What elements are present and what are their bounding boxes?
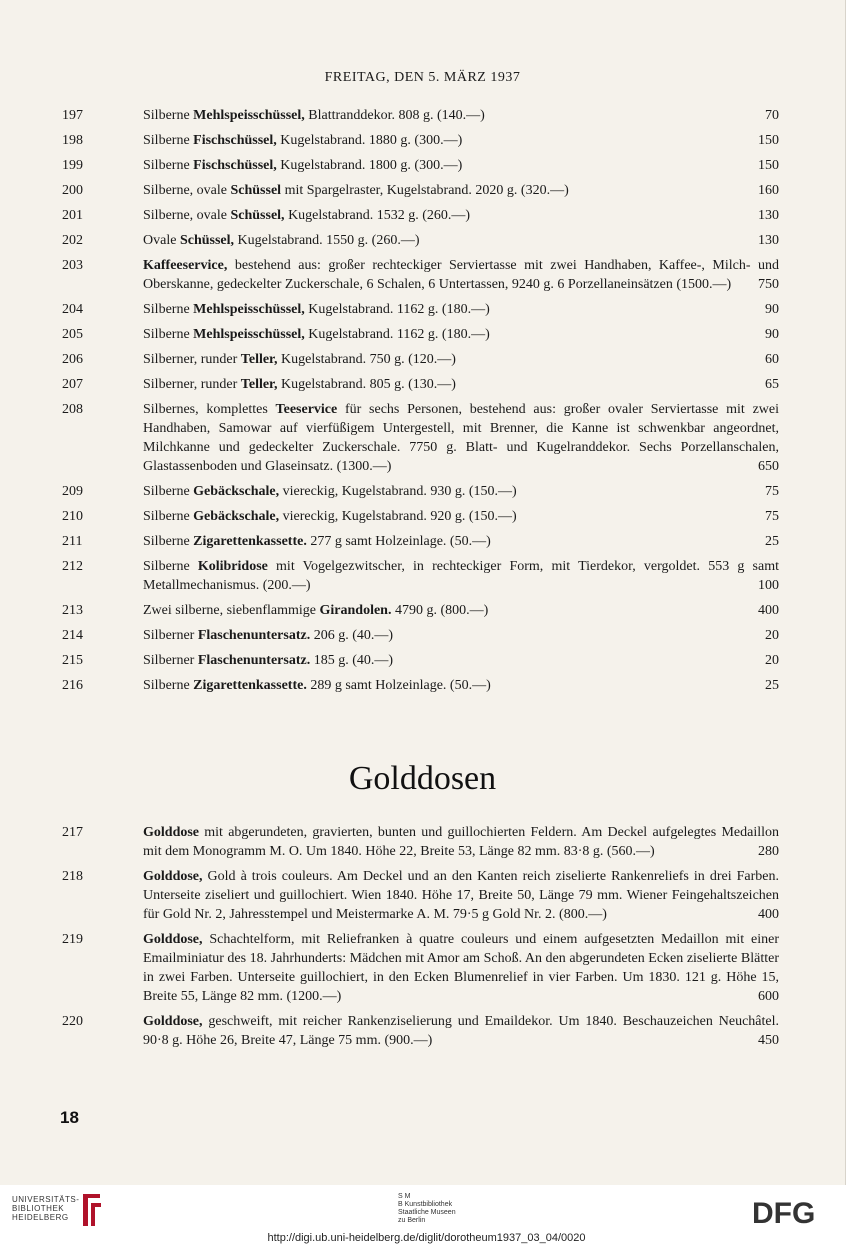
lot-description-lead: Silberne xyxy=(143,108,194,123)
lot-description-lead: Silberner, runder xyxy=(143,352,241,367)
lot-description xyxy=(143,507,779,526)
lot-number: 219 xyxy=(62,932,83,947)
lot-entry xyxy=(0,482,845,501)
lot-description xyxy=(143,400,779,476)
dfg-logo-text: DFG xyxy=(752,1197,816,1227)
museum-credit-line-1: S M xyxy=(398,1193,411,1200)
lot-description-lead: Silberne xyxy=(143,534,194,549)
lot-estimate-price: 75 xyxy=(765,484,779,499)
page-header-date: FREITAG, DEN 5. MÄRZ 1937 xyxy=(324,70,521,85)
lot-description-text: 185 g. (40.—) xyxy=(310,653,394,668)
lot-object-name: Teller, xyxy=(240,352,278,367)
lot-entry xyxy=(0,823,845,861)
lot-object-name: Kaffeeservice, xyxy=(143,258,228,273)
lot-number: 211 xyxy=(62,534,83,549)
lot-number: 204 xyxy=(62,302,83,317)
lot-estimate-price: 60 xyxy=(765,352,779,367)
lot-number: 213 xyxy=(62,603,83,618)
lot-estimate-price: 600 xyxy=(758,989,779,1004)
lot-description-text: Blattranddekor. 808 g. (140.—) xyxy=(304,108,485,123)
lot-description-lead: Silberne xyxy=(143,158,194,173)
lot-description-text: geschweift, mit reicher Rankenziselierung und Emaildekor. Um 1840. Beschauzeichen Neuchâtel. 90·8 g. Höhe 26, Breite 47, Länge 75 mm. (900.—) xyxy=(143,1014,779,1048)
page-number: 18 xyxy=(60,1108,79,1127)
lot-description-text: 277 g samt Holzeinlage. (50.—) xyxy=(306,534,491,549)
lot-entry xyxy=(0,532,845,551)
lot-description-text: Schachtelform, mit Reliefranken à quatre couleurs und einem aufgesetzten Medaillon mit einer Emailminiatur des 18. Jahrhunderts: Mädchen mit Amor am Schoß. An den abgerundeten Ecken ziselierte Blätter in zwei Farben. Unterseite guillochiert, in den Ecken Blumenrelief in vier Farben. Um 1830. 121 g. Höhe 15, Breite 55, Länge 82 mm. (1200.—) xyxy=(143,932,779,1004)
lot-estimate-price: 25 xyxy=(765,678,779,693)
lot-entry xyxy=(0,375,845,394)
lot-description-lead: Silberne xyxy=(143,327,194,342)
lot-object-name: Golddose, xyxy=(143,932,203,947)
lot-description-text: für sechs Personen, bestehend aus: großer ovaler Serviertasse mit zwei Handhaben, Samowar auf vierfüßigem Untergestell, mit Brenner, die Kanne ist schwenkbar angeordnet, Milchkanne und gedeckelter Zuckerschale. 7750 g. Blatt- und Kugelranddekor. Sechs Porzellanschalen, Glastassenboden und Glaseinsatz. (1300.—) xyxy=(143,402,779,474)
lot-entry xyxy=(0,626,845,645)
lot-description-text: Kugelstabrand. 1162 g. (180.—) xyxy=(304,327,490,342)
lot-description xyxy=(143,823,779,861)
lot-number: 200 xyxy=(62,183,83,198)
lot-object-name: Mehlspeisschüssel, xyxy=(193,327,305,342)
lot-description-lead: Zwei silberne, siebenflammige xyxy=(143,603,320,618)
lot-estimate-price: 750 xyxy=(758,277,779,292)
lot-estimate-price: 75 xyxy=(765,509,779,524)
lot-object-name: Golddose xyxy=(143,825,200,840)
lot-number: 201 xyxy=(62,208,83,223)
lot-number: 217 xyxy=(62,825,83,840)
lot-description-lead: Silberne, ovale xyxy=(143,208,231,223)
lot-object-name: Mehlspeisschüssel, xyxy=(193,302,305,317)
lot-estimate-price: 70 xyxy=(765,108,779,123)
section-title: Golddosen xyxy=(348,760,497,797)
lot-object-name: Gebäckschale, xyxy=(193,509,280,524)
lot-number: 218 xyxy=(62,869,83,884)
lot-object-name: Fischschüssel, xyxy=(193,133,277,148)
lot-entry xyxy=(0,400,845,476)
lot-object-name: Flaschenuntersatz. xyxy=(197,653,311,668)
lot-description xyxy=(143,181,779,200)
lot-list-gold xyxy=(0,823,845,1056)
lot-description-lead: Silberne xyxy=(143,133,194,148)
lot-estimate-price: 100 xyxy=(758,578,779,593)
lot-number: 220 xyxy=(62,1014,83,1029)
lot-description xyxy=(143,532,779,551)
lot-object-name: Schüssel xyxy=(230,183,282,198)
lot-entry xyxy=(0,651,845,670)
lot-description xyxy=(143,482,779,501)
lot-description-text: bestehend aus: großer rechteckiger Serviertasse mit zwei Handhaben, Kaffee-, Milch- und Oberskanne, gedeckelter Zuckerschale, 6 Schalen, 6 Untertassen, 9240 g. 6 Porzellaneinsätzen (1500.—) xyxy=(143,258,779,292)
lot-entry xyxy=(0,325,845,344)
lot-description-lead: Silberner, runder xyxy=(143,377,241,392)
lot-number: 209 xyxy=(62,484,83,499)
lot-description-text: Kugelstabrand. 750 g. (120.—) xyxy=(277,352,456,367)
lot-description xyxy=(143,131,779,150)
lot-estimate-price: 20 xyxy=(765,653,779,668)
lot-description xyxy=(143,1012,779,1050)
lot-object-name: Gebäckschale, xyxy=(193,484,280,499)
lot-description-lead: Silberner xyxy=(143,628,198,643)
lot-description-lead: Silberne xyxy=(143,484,194,499)
lot-description-lead: Silberne, ovale xyxy=(143,183,231,198)
lot-description xyxy=(143,651,779,670)
lot-estimate-price: 130 xyxy=(758,233,779,248)
lot-entry xyxy=(0,206,845,225)
lot-description-text: Kugelstabrand. 1880 g. (300.—) xyxy=(276,133,463,148)
lot-description-text: 206 g. (40.—) xyxy=(310,628,394,643)
lot-description-text: Kugelstabrand. 1532 g. (260.—) xyxy=(284,208,471,223)
museum-credit xyxy=(398,1193,456,1225)
lot-estimate-price: 650 xyxy=(758,459,779,474)
lot-entry xyxy=(0,601,845,620)
lot-number: 216 xyxy=(62,678,83,693)
lot-description xyxy=(143,867,779,924)
lot-estimate-price: 25 xyxy=(765,534,779,549)
lot-object-name: Golddose, xyxy=(143,869,203,884)
lot-number: 207 xyxy=(62,377,83,392)
lot-entry xyxy=(0,156,845,175)
lot-object-name: Girandolen. xyxy=(319,603,392,618)
lot-object-name: Zigarettenkassette. xyxy=(193,534,307,549)
lot-description xyxy=(143,231,779,250)
lot-object-name: Kolibridose xyxy=(197,559,268,574)
lot-object-name: Schüssel, xyxy=(230,208,285,223)
lot-object-name: Zigarettenkassette. xyxy=(193,678,307,693)
lot-entry xyxy=(0,300,845,319)
lot-number: 214 xyxy=(62,628,83,643)
lot-estimate-price: 65 xyxy=(765,377,779,392)
lot-description-text: viereckig, Kugelstabrand. 920 g. (150.—) xyxy=(279,509,517,524)
dfg-logo[interactable] xyxy=(752,1197,842,1227)
lot-number: 198 xyxy=(62,133,83,148)
lot-entry xyxy=(0,181,845,200)
lot-number: 208 xyxy=(62,402,83,417)
lot-entry xyxy=(0,350,845,369)
university-library-logo[interactable] xyxy=(12,1195,79,1222)
university-name-line-1: UNIVERSITÄTS- xyxy=(12,1195,80,1204)
lot-description xyxy=(143,375,779,394)
lot-estimate-price: 450 xyxy=(758,1033,779,1048)
lot-description-text: Kugelstabrand. 1550 g. (260.—) xyxy=(234,233,420,248)
lot-estimate-price: 90 xyxy=(765,302,779,317)
lot-description xyxy=(143,601,779,620)
lot-list-silver xyxy=(0,106,845,701)
lot-object-name: Teeservice xyxy=(275,402,338,417)
museum-credit-line-4: zu Berlin xyxy=(398,1217,426,1224)
lot-description-text: Kugelstabrand. 1162 g. (180.—) xyxy=(304,302,490,317)
lot-description-text: Gold à trois couleurs. Am Deckel und an den Kanten reich ziselierte Rankenreliefs in drei Farben. Unterseite ziseliert und guillochiert. Wien 1840. Höhe 17, Breite 50, Länge 79 mm. Wiener Feingehaltszeichen für Gold Nr. 2, Jahresstempel und Meistermarke A. M. 79·5 g Gold Nr. 2. (800.—) xyxy=(143,869,779,922)
lot-number: 210 xyxy=(62,509,83,524)
lot-object-name: Fischschüssel, xyxy=(193,158,277,173)
lot-description-text: mit Spargelraster, Kugelstabrand. 2020 g. (320.—) xyxy=(281,183,569,198)
lot-number: 215 xyxy=(62,653,83,668)
lot-object-name: Golddose, xyxy=(143,1014,203,1029)
lot-estimate-price: 150 xyxy=(758,133,779,148)
lot-estimate-price: 160 xyxy=(758,183,779,198)
lot-entry xyxy=(0,507,845,526)
lot-entry xyxy=(0,930,845,1006)
lot-description xyxy=(143,156,779,175)
lot-description xyxy=(143,325,779,344)
lot-description-text: 4790 g. (800.—) xyxy=(391,603,489,618)
university-emblem-icon xyxy=(80,1191,104,1229)
lot-description-lead: Silbernes, komplettes xyxy=(143,402,276,417)
lot-estimate-price: 400 xyxy=(758,603,779,618)
lot-estimate-price: 20 xyxy=(765,628,779,643)
lot-entry xyxy=(0,867,845,924)
lot-number: 206 xyxy=(62,352,83,367)
lot-description-lead: Silberne xyxy=(143,509,194,524)
lot-entry xyxy=(0,231,845,250)
lot-description xyxy=(143,256,779,294)
lot-number: 202 xyxy=(62,233,83,248)
lot-entry xyxy=(0,1012,845,1050)
lot-description xyxy=(143,106,779,125)
lot-description xyxy=(143,206,779,225)
lot-description-lead: Silberne xyxy=(143,302,194,317)
lot-description-text: Kugelstabrand. 1800 g. (300.—) xyxy=(276,158,463,173)
lot-description xyxy=(143,350,779,369)
lot-description xyxy=(143,930,779,1006)
lot-description-lead: Silberne xyxy=(143,678,194,693)
lot-description-text: mit abgerundeten, gravierten, bunten und guillochierten Feldern. Am Deckel aufgelegtes Medaillon mit dem Monogramm M. O. Um 1840. Höhe 22, Breite 53, Länge 82 mm. 83·8 g. (560.—) xyxy=(143,825,779,859)
lot-description-lead: Ovale xyxy=(143,233,180,248)
lot-object-name: Teller, xyxy=(240,377,278,392)
lot-estimate-price: 280 xyxy=(758,844,779,859)
lot-number: 197 xyxy=(62,108,83,123)
lot-description-text: Kugelstabrand. 805 g. (130.—) xyxy=(277,377,456,392)
lot-estimate-price: 90 xyxy=(765,327,779,342)
lot-description-text: 289 g samt Holzeinlage. (50.—) xyxy=(306,678,491,693)
lot-entry xyxy=(0,131,845,150)
lot-entry xyxy=(0,256,845,294)
lot-number: 205 xyxy=(62,327,83,342)
museum-credit-line-3: Staatliche Museen xyxy=(398,1209,456,1216)
lot-description-text: mit Vogelgezwitscher, in rechteckiger Form, mit Tierdekor, vergoldet. 553 g samt Metallmechanismus. (200.—) xyxy=(143,559,779,593)
lot-description-lead: Silberne xyxy=(143,559,198,574)
lot-estimate-price: 400 xyxy=(758,907,779,922)
lot-estimate-price: 150 xyxy=(758,158,779,173)
university-name-line-2: BIBLIOTHEK xyxy=(12,1204,65,1213)
university-name-line-3: HEIDELBERG xyxy=(12,1213,69,1222)
museum-credit-line-2: B Kunstbibliothek xyxy=(398,1201,453,1208)
lot-entry xyxy=(0,106,845,125)
lot-object-name: Flaschenuntersatz. xyxy=(197,628,311,643)
lot-description xyxy=(143,557,779,595)
lot-object-name: Mehlspeisschüssel, xyxy=(193,108,305,123)
lot-description xyxy=(143,626,779,645)
lot-number: 199 xyxy=(62,158,83,173)
digitization-footer xyxy=(0,1185,853,1248)
lot-number: 212 xyxy=(62,559,83,574)
lot-description-lead: Silberner xyxy=(143,653,198,668)
lot-entry xyxy=(0,676,845,695)
lot-object-name: Schüssel, xyxy=(179,233,235,248)
lot-entry xyxy=(0,557,845,595)
lot-estimate-price: 130 xyxy=(758,208,779,223)
lot-description xyxy=(143,300,779,319)
lot-description xyxy=(143,676,779,695)
permalink-url[interactable]: http://digi.ub.uni-heidelberg.de/diglit/dorotheum1937_03_04/0020 xyxy=(267,1232,586,1244)
lot-description-text: viereckig, Kugelstabrand. 930 g. (150.—) xyxy=(279,484,517,499)
lot-number: 203 xyxy=(62,258,83,273)
